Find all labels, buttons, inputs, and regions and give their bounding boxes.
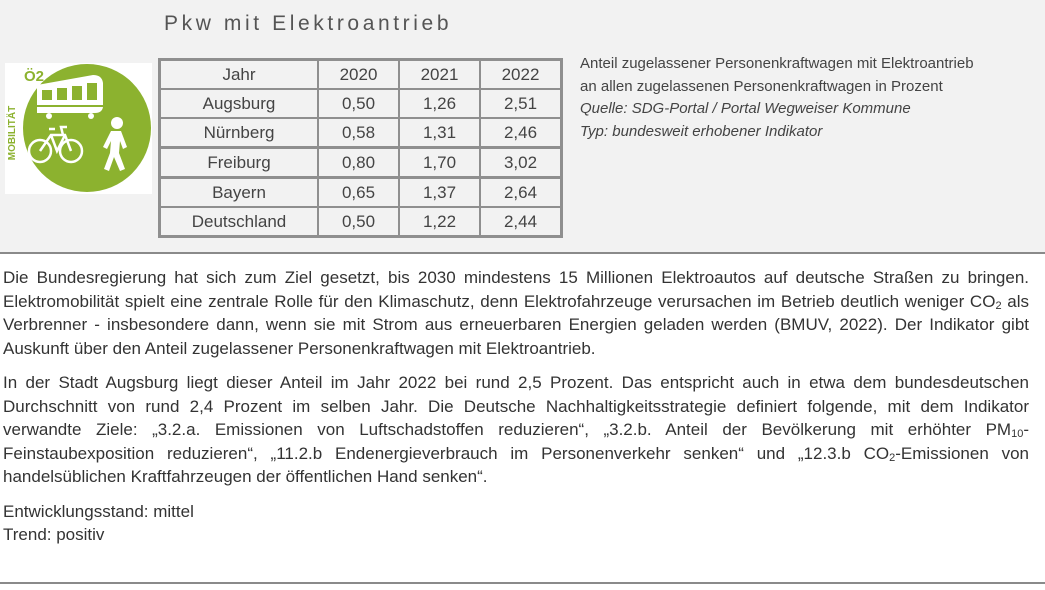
subscript: 2 <box>889 451 896 464</box>
table-cell: 0,50 <box>318 89 399 118</box>
table-row <box>160 207 562 237</box>
bottom-divider <box>0 582 1045 584</box>
description-line: Anteil zugelassener Personenkraftwagen mit Elektroantrieb <box>580 55 974 72</box>
table-cell: 2,64 <box>480 178 562 208</box>
table-header-cell: 2020 <box>318 60 399 90</box>
mobility-code: Ö2 <box>23 68 45 85</box>
text-span: -Feinstaubexposition reduzieren“, „11.2.b Endenergieverbrauch im Personenverkehr senken“ und „12.3.b CO <box>3 420 1029 463</box>
table-cell: 0,50 <box>318 207 399 237</box>
table-row <box>160 118 562 148</box>
text-span: In der Stadt Augsburg liegt dieser Anteil im Jahr 2022 bei rund 2,5 Prozent. Das entspricht auch in etwa dem bundesdeutschen Durchschnitt von rund 2,4 Prozent im selben Jahr. Die Deutsche Nachhaltigkeitsstrategie definiert folgende, mit dem Indikator verwandte Ziele: „3.2.a. Emissionen von Luftschadstoffen reduzieren“, „3.2.b. Anteil der Bevölkerung mit erhöhter PM <box>3 373 1029 439</box>
table-header-cell: 2022 <box>480 60 562 90</box>
subscript: 2 <box>995 299 1002 312</box>
table-cell: 1,70 <box>399 148 480 178</box>
mobility-sdg-icon <box>5 63 152 194</box>
table-cell: 2,44 <box>480 207 562 237</box>
development-status: Entwicklungsstand: mittel <box>3 501 194 521</box>
text-span: -Emissionen von handelsüblichen Kraftfahrzeugen der öffentlichen Hand senken“. <box>3 443 1030 486</box>
table-cell: 2,51 <box>480 89 562 118</box>
table-cell: Bayern <box>160 178 319 208</box>
table-cell: 3,02 <box>480 148 562 178</box>
table-row <box>160 148 562 178</box>
table-cell: 0,65 <box>318 178 399 208</box>
description-type: Typ: bundesweit erhobener Indikator <box>580 122 823 140</box>
table-cell: 1,22 <box>399 207 480 237</box>
table-header-cell: Jahr <box>160 60 319 90</box>
mobility-label: MOBILITÄT <box>7 105 18 161</box>
table-cell: 0,58 <box>318 118 399 148</box>
paragraph <box>3 266 1029 360</box>
table-cell: Freiburg <box>160 148 319 178</box>
trend-status: Trend: positiv <box>3 525 105 544</box>
description-line: an allen zugelassenen Personenkraftwagen in Prozent <box>580 77 943 95</box>
table-header-cell: 2021 <box>399 60 480 90</box>
table-cell: 1,26 <box>399 89 480 118</box>
indicator-description <box>580 53 974 143</box>
page-title: Pkw mit Elektroantrieb <box>164 12 453 35</box>
table-cell: Deutschland <box>160 207 319 237</box>
table-cell: 0,80 <box>318 148 399 178</box>
data-table <box>158 58 563 238</box>
subscript: 10 <box>1011 428 1024 440</box>
body-text <box>3 266 1029 547</box>
table-cell: Nürnberg <box>160 118 319 148</box>
paragraph <box>3 371 1029 489</box>
table-cell: 2,46 <box>480 118 562 148</box>
table-cell: Augsburg <box>160 89 319 118</box>
table-row <box>160 89 562 118</box>
text-span: als Verbrenner - insbesondere dann, wenn sie mit Strom aus erneuerbaren Energien geladen werden (BMUV, 2022). Der Indikator gibt Auskunft über den Anteil zugelassener Personenkraftwagen mit Elektroantrieb. <box>3 291 1029 358</box>
description-source: Quelle: SDG-Portal / Portal Wegweiser Kommune <box>580 100 911 117</box>
table-cell: 1,37 <box>399 178 480 208</box>
text-span: Die Bundesregierung hat sich zum Ziel gesetzt, bis 2030 mindestens 15 Millionen Elektroautos auf deutsche Straßen zu bringen. Elektromobilität spielt eine zentrale Rolle für den Klimaschutz, denn Elektrofahrzeuge verursachen im Betrieb deutlich weniger CO <box>3 268 1029 311</box>
table-header-row <box>160 60 562 90</box>
table-row <box>160 178 562 208</box>
table-cell: 1,31 <box>399 118 480 148</box>
